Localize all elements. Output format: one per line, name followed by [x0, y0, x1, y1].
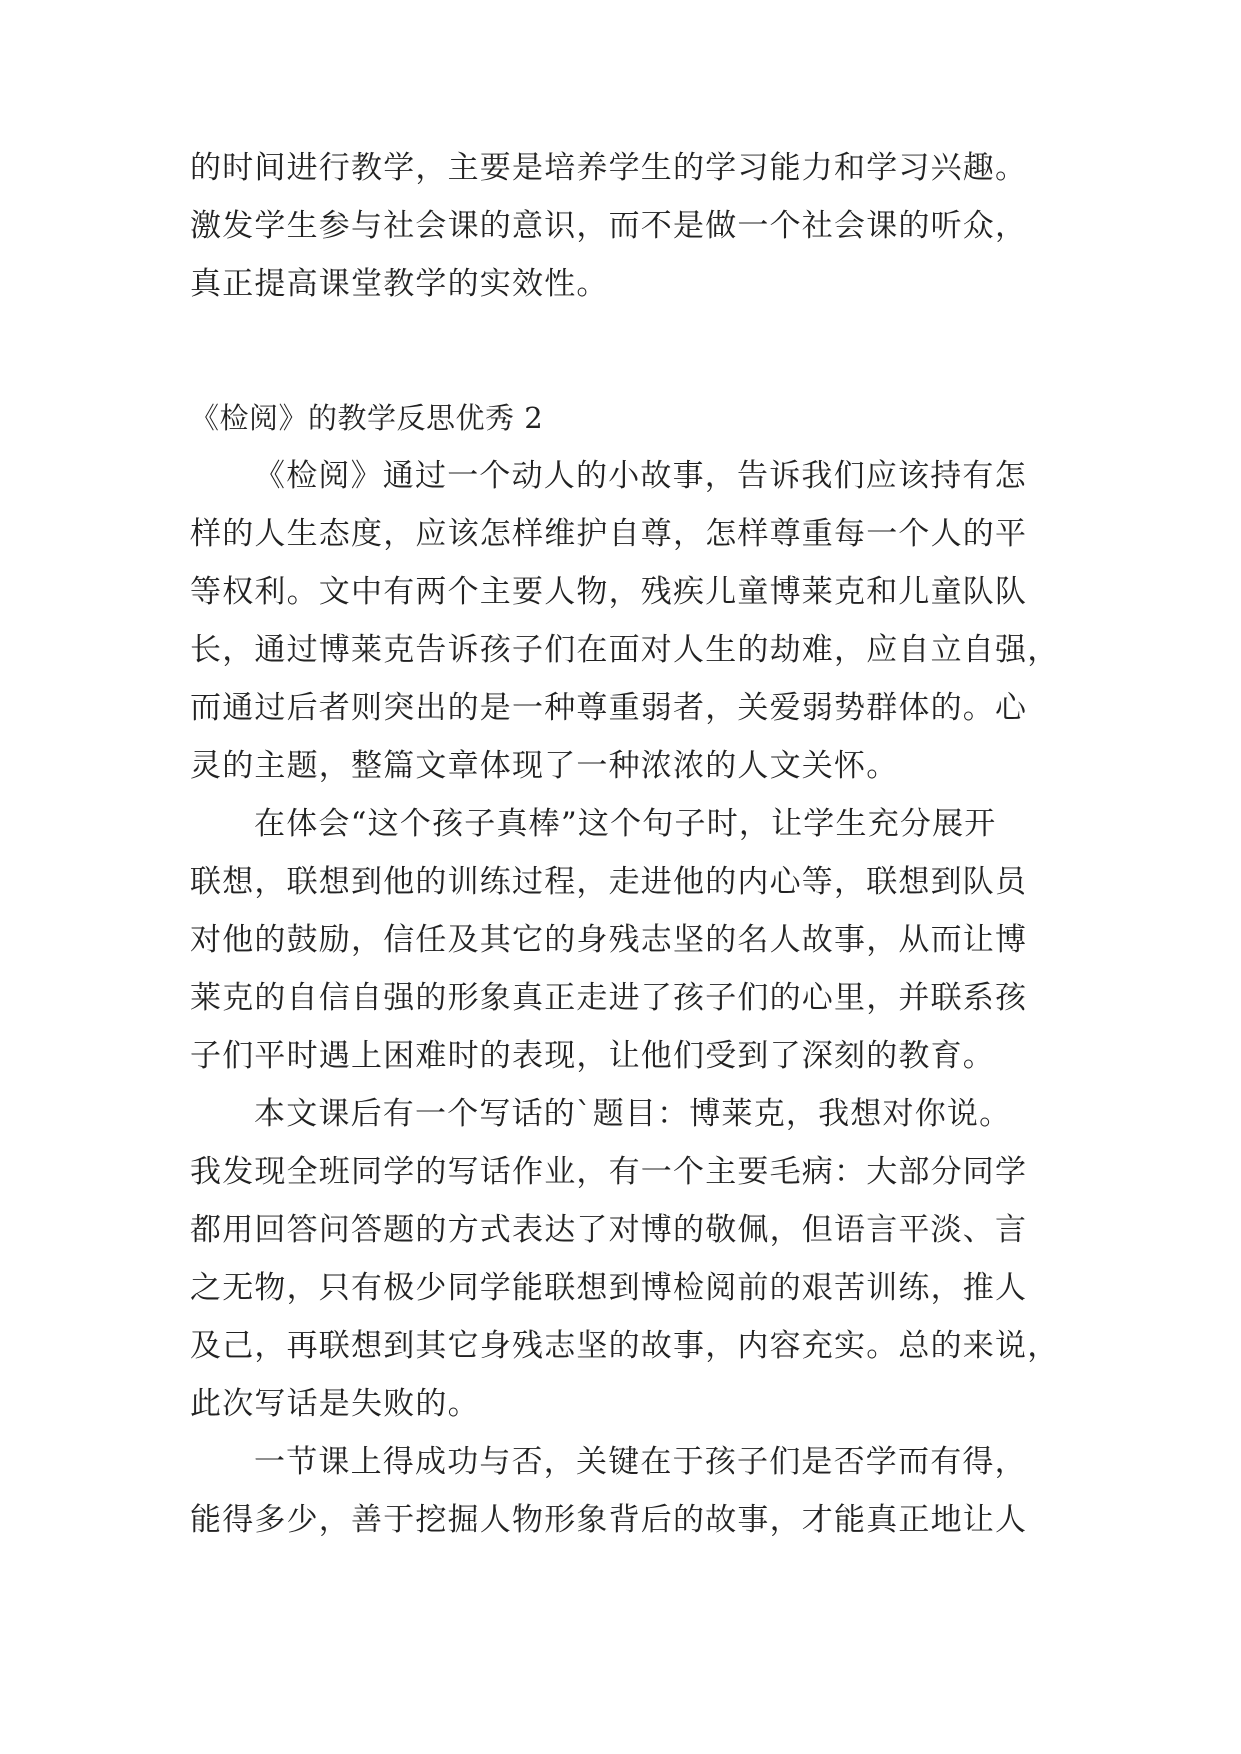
paragraph2-line-2: 联想，联想到他的训练过程，走进他的内心等，联想到队员: [190, 864, 1028, 900]
paragraph1-line-5: 而通过后者则突出的是一种尊重弱者，关爱弱势群体的。心: [190, 690, 1028, 726]
paragraph1-line-2: 样的人生态度，应该怎样维护自尊，怎样尊重每一个人的平: [190, 516, 1028, 552]
paragraph3-line-4: 之无物，只有极少同学能联想到博检阅前的艰苦训练，推人: [190, 1270, 1028, 1306]
paragraph4-line-1: 一节课上得成功与否，关键在于孩子们是否学而有得，: [254, 1444, 1027, 1480]
paragraph4-line-2: 能得多少，善于挖掘人物形象背后的故事，才能真正地让人: [190, 1502, 1028, 1538]
intro-line-2: 激发学生参与社会课的意识，而不是做一个社会课的听众，: [190, 208, 1028, 244]
paragraph1-line-4: 长，通过博莱克告诉孩子们在面对人生的劫难，应自立自强，: [190, 632, 1060, 668]
paragraph3-line-3: 都用回答问答题的方式表达了对博的敬佩，但语言平淡、言: [190, 1212, 1028, 1248]
paragraph2-line-1: 在体会“这个孩子真棒”这个句子时，让学生充分展开: [254, 806, 997, 842]
paragraph1-line-1: 《检阅》通过一个动人的小故事，告诉我们应该持有怎: [254, 458, 1027, 494]
paragraph3-line-5: 及己，再联想到其它身残志坚的故事，内容充实。总的来说，: [190, 1328, 1060, 1364]
paragraph3-line-6: 此次写话是失败的。: [190, 1386, 480, 1422]
paragraph3-line-1: 本文课后有一个写话的`题目：博莱克，我想对你说。: [254, 1096, 1012, 1132]
paragraph2-line-3: 对他的鼓励，信任及其它的身残志坚的名人故事，从而让博: [190, 922, 1028, 958]
paragraph2-line-4: 莱克的自信自强的形象真正走进了孩子们的心里，并联系孩: [190, 980, 1028, 1016]
paragraph2-line-5: 子们平时遇上困难时的表现，让他们受到了深刻的教育。: [190, 1038, 995, 1074]
paragraph1-line-3: 等权利。文中有两个主要人物，残疾儿童博莱克和儿童队队: [190, 574, 1028, 610]
intro-line-3: 真正提高课堂教学的实效性。: [190, 266, 609, 302]
intro-line-1: 的时间进行教学，主要是培养学生的学习能力和学习兴趣。: [190, 150, 1028, 186]
paragraph3-line-2: 我发现全班同学的写话作业，有一个主要毛病：大部分同学: [190, 1154, 1028, 1190]
section-title: 《检阅》的教学反思优秀 2: [190, 401, 544, 435]
paragraph1-line-6: 灵的主题，整篇文章体现了一种浓浓的人文关怀。: [190, 748, 899, 784]
